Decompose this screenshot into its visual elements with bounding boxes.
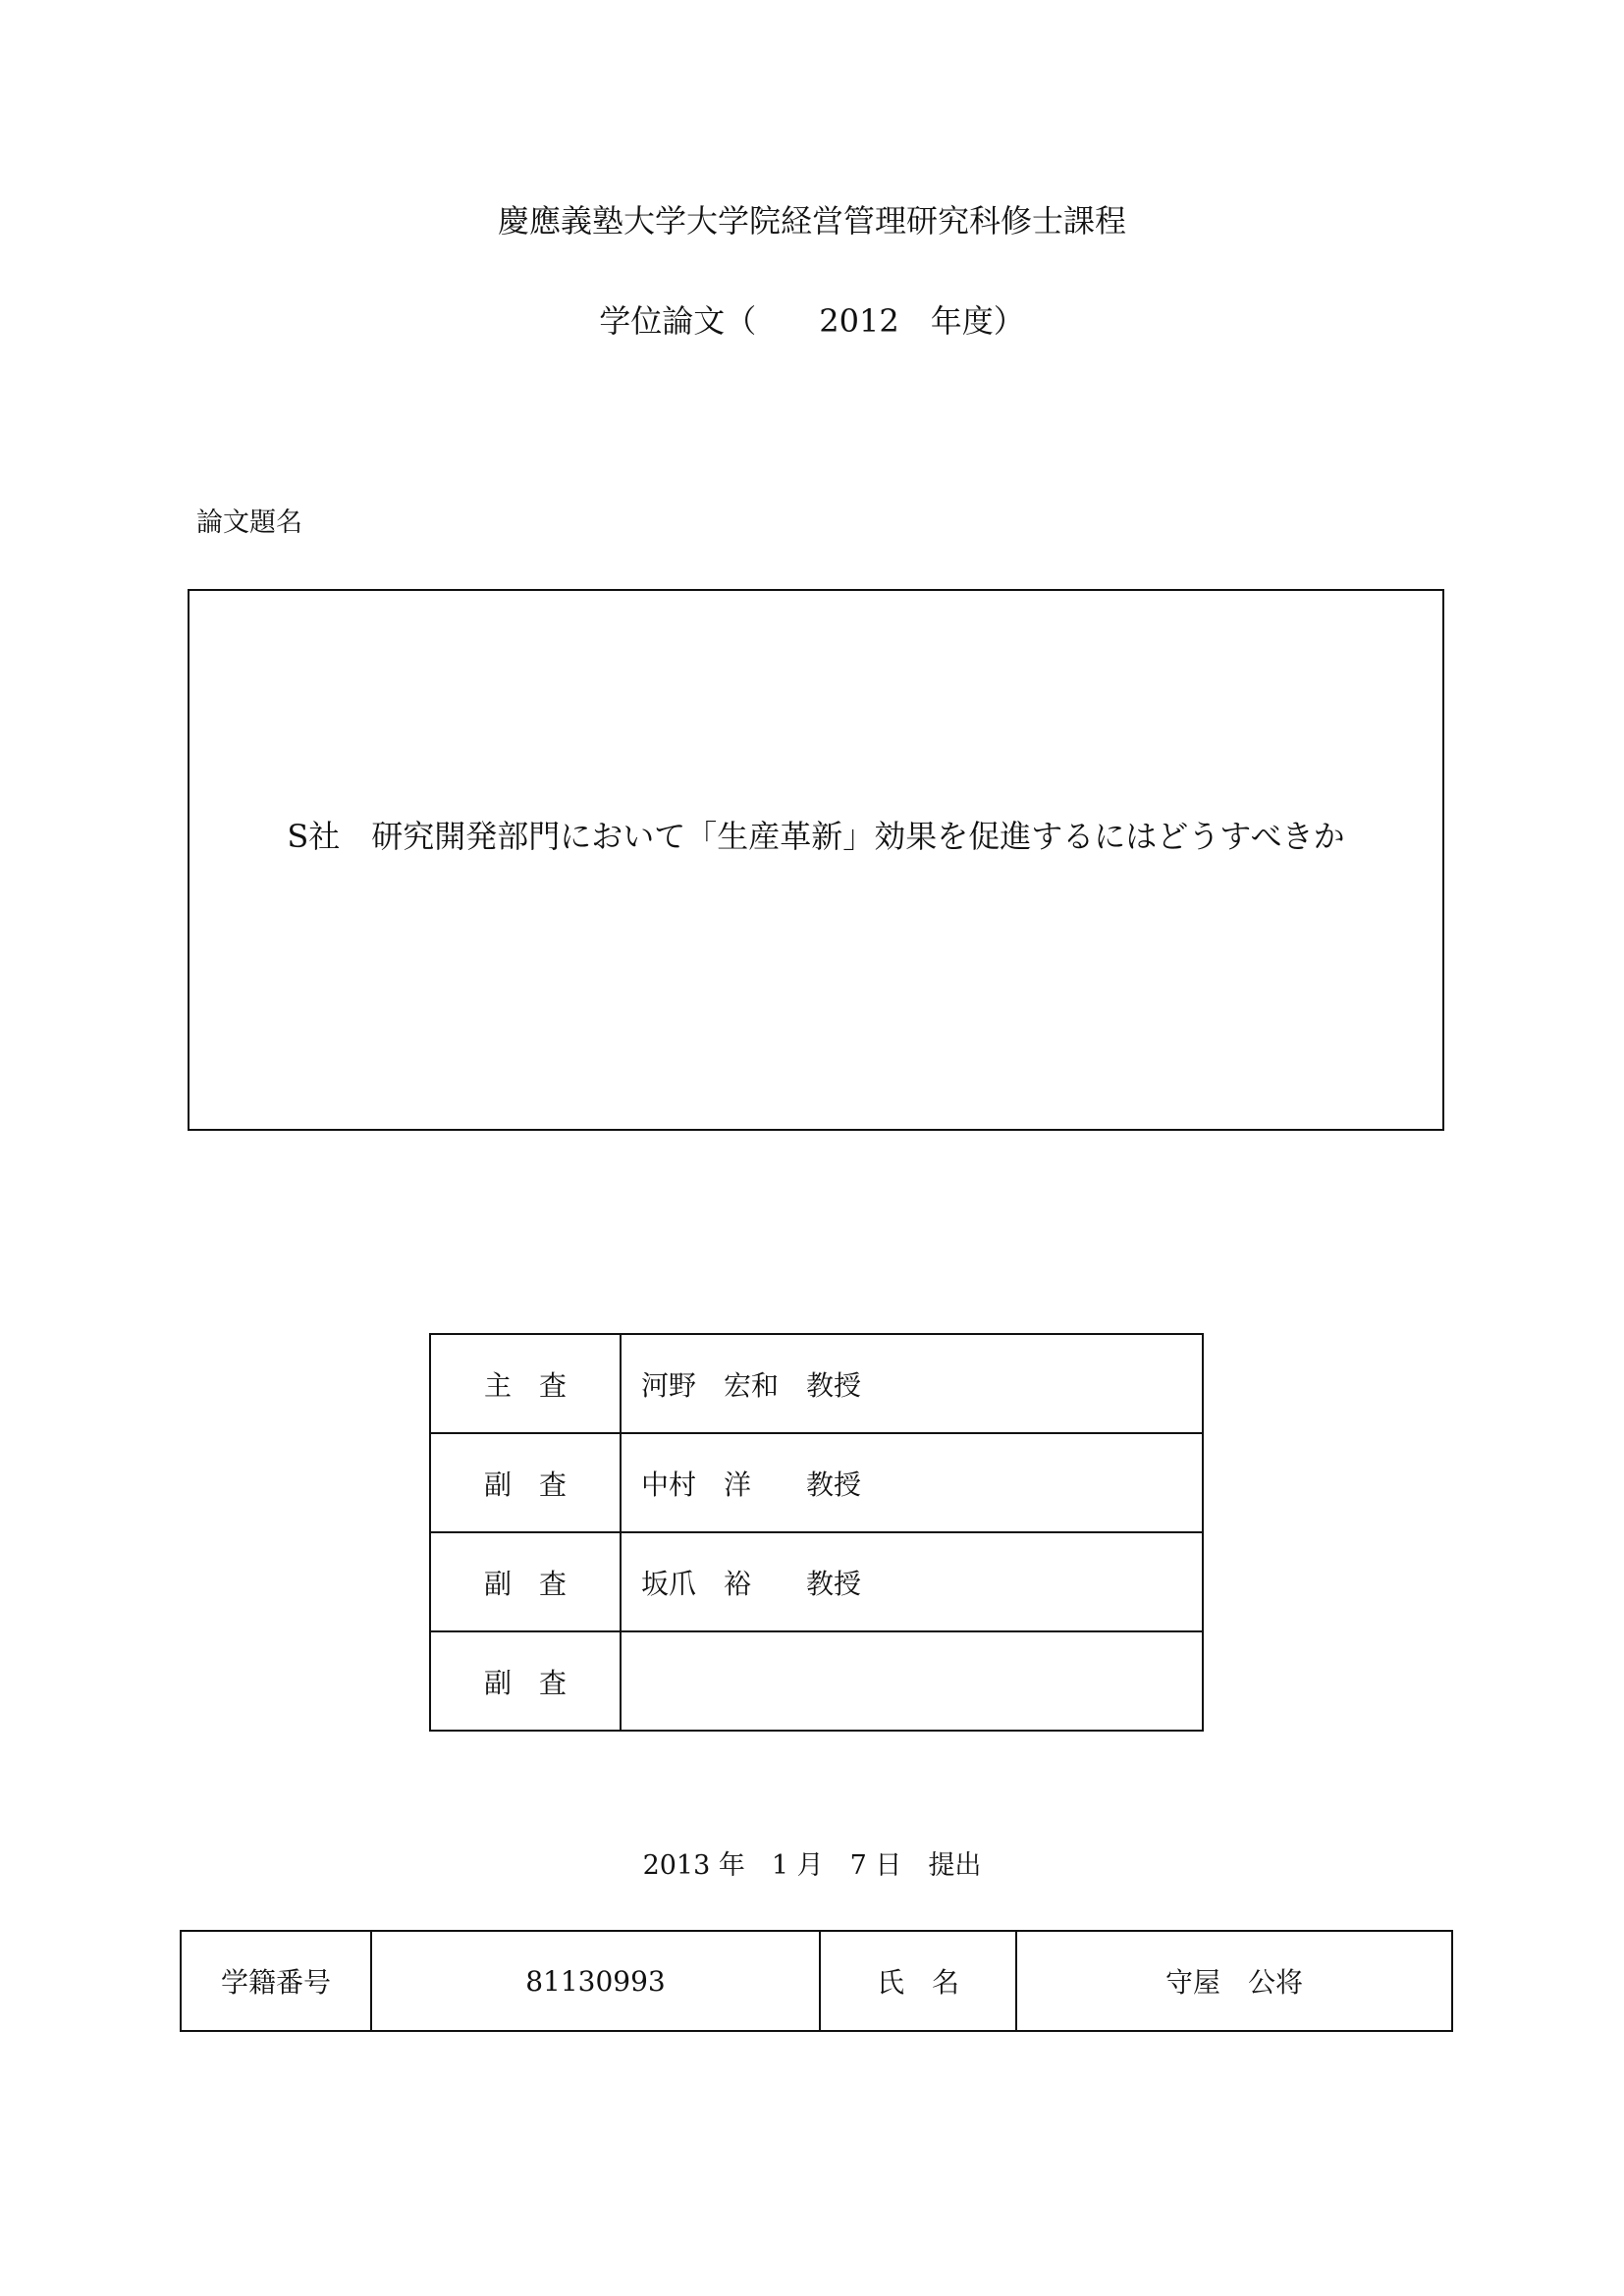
examiner-name: 坂爪 裕 教授: [621, 1532, 1203, 1631]
examiner-role: 副 査: [430, 1532, 621, 1631]
examiners-table: [429, 1333, 1204, 1732]
examiner-name: 河野 宏和 教授: [621, 1334, 1203, 1433]
examiner-row: [430, 1334, 1203, 1433]
student-name-value: 守屋 公将: [1016, 1931, 1452, 2031]
student-info-table: [180, 1930, 1453, 2032]
student-id-label: 学籍番号: [181, 1931, 371, 2031]
thesis-title-label: 論文題名: [196, 507, 302, 538]
thesis-year-heading: 学位論文（ 2012 年度）: [599, 302, 1025, 340]
examiner-name: [621, 1631, 1203, 1731]
university-program-heading: 慶應義塾大学大学院経営管理研究科修士課程: [497, 202, 1126, 240]
examiner-name: 中村 洋 教授: [621, 1433, 1203, 1532]
examiner-row: [430, 1631, 1203, 1731]
examiner-row: [430, 1532, 1203, 1631]
examiner-role: 主 査: [430, 1334, 621, 1433]
examiner-row: [430, 1433, 1203, 1532]
student-name-label: 氏 名: [820, 1931, 1016, 2031]
thesis-title: S社 研究開発部門において「生産革新」効果を促進するにはどうすべきか: [287, 818, 1345, 855]
examiner-role: 副 査: [430, 1433, 621, 1532]
thesis-title-box: [188, 589, 1444, 1131]
student-id-value: 81130993: [371, 1931, 820, 2031]
examiner-role: 副 査: [430, 1631, 621, 1731]
student-info-row: [181, 1931, 1452, 2031]
submission-date: 2013 年 1 月 7 日 提出: [642, 1850, 982, 1881]
